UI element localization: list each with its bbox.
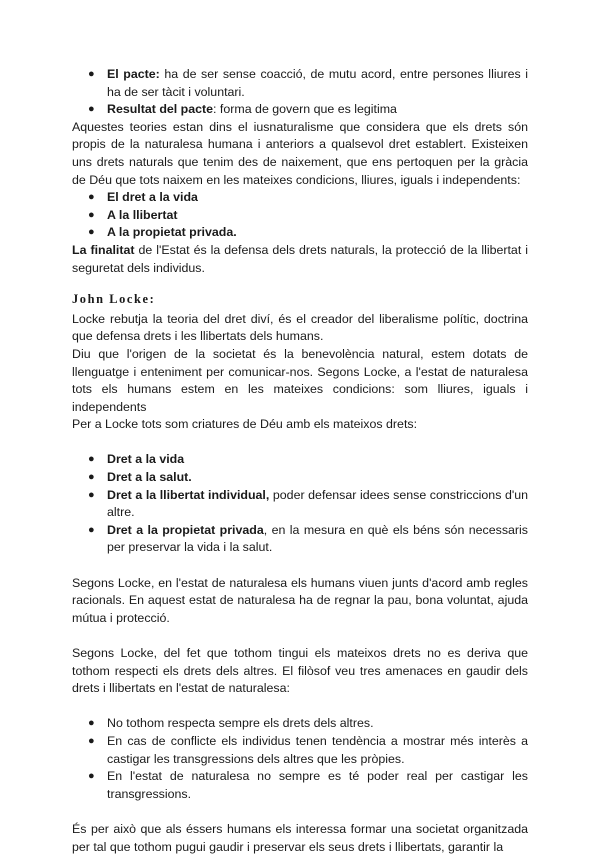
bold-term: La finalitat xyxy=(72,242,135,257)
list-item xyxy=(72,224,528,242)
bold-term: A la propietat privada. xyxy=(107,225,237,240)
natural-rights-list xyxy=(72,189,528,242)
locke-paragraph-5: Segons Locke, del fet que tothom tingui els mateixos drets no es deriva que tothom respecti els drets dels altres. El filòsof veu tres amenaces en gaudir dels drets i llibertats en l'estat de naturalesa: xyxy=(72,646,528,696)
list-item xyxy=(72,715,528,733)
bullet-icon: ● xyxy=(88,226,95,239)
bullet-icon: ● xyxy=(88,208,95,221)
iusnaturalisme-paragraph: Aquestes teories estan dins el iusnaturalisme que considera que els drets són propis de la naturalesa humana i anteriors a qualsevol dret establert. Existeixen uns drets naturals que tenim des de naixement, que ens pertoquen per la gràcia de Déu que tots naixem en les mateixes condicions, lliures, iguals i independents: xyxy=(72,119,528,187)
bullet-icon: ● xyxy=(88,471,95,484)
item-text: poder defensar idees sense constriccions d'un altre. xyxy=(107,487,529,520)
item-text: No tothom respecta sempre els drets dels altres. xyxy=(107,716,374,731)
bold-term: Dret a la propietat privada xyxy=(107,522,264,537)
item-text: En l'estat de naturalesa no sempre es té poder real per castigar les transgressions. xyxy=(107,769,528,801)
threats-list xyxy=(72,715,528,803)
bullet-icon: ● xyxy=(88,68,95,80)
bold-term: Dret a la vida xyxy=(107,452,185,467)
bold-term: Resultat del pacte xyxy=(107,102,214,117)
bullet-icon: ● xyxy=(88,523,95,536)
spacer xyxy=(72,803,528,821)
locke-paragraph-2: Diu que l'origen de la societat és la benevolència natural, estem dotats de llenguatge i enteniment per comunicar-nos. Segons Locke, a l'estat de naturalesa tots els humans estem en les mateixes condicions: som lliures, iguals i independents xyxy=(72,346,528,414)
paragraph-text: de l'Estat és la defensa dels drets naturals, la protecció de la llibertat i seguretat dels individus. xyxy=(72,242,528,275)
locke-paragraph-4: Segons Locke, en l'estat de naturalesa els humans viuen junts d'acord amb regles racionals. En aquest estat de naturalesa ha de regnar la pau, bona voluntat, ajuda mútua i protecció. xyxy=(72,575,528,625)
locke-rights-list xyxy=(72,451,528,557)
list-item xyxy=(72,487,528,522)
bullet-icon: ● xyxy=(88,770,95,783)
item-text: , en la mesura en què els béns són necessaris per preservar la vida i la salut. xyxy=(107,522,528,555)
item-text: En cas de conflicte els individus tenen tendència a mostrar més interès a castigar les transgressions dels altres que les pròpies. xyxy=(107,733,528,766)
list-item xyxy=(72,101,528,119)
locke-paragraph-1: Locke rebutja la teoria del dret diví, és el creador del liberalisme polític, doctrina que defensa drets i les llibertats dels humans. xyxy=(72,311,528,344)
item-text: ha de ser sense coacció, de mutu acord, entre persones lliures i ha de ser tàcit i voluntari. xyxy=(107,67,528,99)
bold-term: El dret a la vida xyxy=(107,190,198,205)
section-heading: John Locke: xyxy=(72,292,156,307)
bullet-icon: ● xyxy=(88,453,95,466)
list-item xyxy=(72,207,528,225)
list-item xyxy=(72,522,528,557)
list-item xyxy=(72,469,528,487)
spacer xyxy=(72,557,528,575)
bullet-icon: ● xyxy=(88,488,95,501)
bullet-icon: ● xyxy=(88,734,95,747)
bullet-icon: ● xyxy=(88,191,95,204)
bold-term: A la llibertat xyxy=(107,207,178,222)
document-page xyxy=(72,66,528,856)
spacer xyxy=(72,698,528,716)
bold-term: Dret a la salut. xyxy=(107,470,192,485)
bullet-icon: ● xyxy=(88,717,95,730)
locke-paragraph-6: És per això que als éssers humans els interessa formar una societat organitzada per tal que tothom pugui gaudir i preservar els seus drets i llibertats, garantir la xyxy=(72,821,528,854)
spacer xyxy=(72,627,528,645)
list-item xyxy=(72,66,528,101)
finalitat-paragraph xyxy=(72,242,528,277)
locke-paragraph-3: Per a Locke tots som criatures de Déu amb els mateixos drets: xyxy=(72,417,418,432)
bold-term: Dret a la llibertat individual, xyxy=(107,487,270,502)
pacte-list xyxy=(72,66,528,119)
list-item xyxy=(72,451,528,469)
list-item xyxy=(72,189,528,207)
list-item xyxy=(72,768,528,803)
spacer xyxy=(72,434,528,452)
bold-term: El pacte: xyxy=(107,67,160,81)
bullet-icon: ● xyxy=(88,103,95,116)
list-item xyxy=(72,733,528,768)
item-text: : forma de govern que es legitima xyxy=(213,102,397,117)
